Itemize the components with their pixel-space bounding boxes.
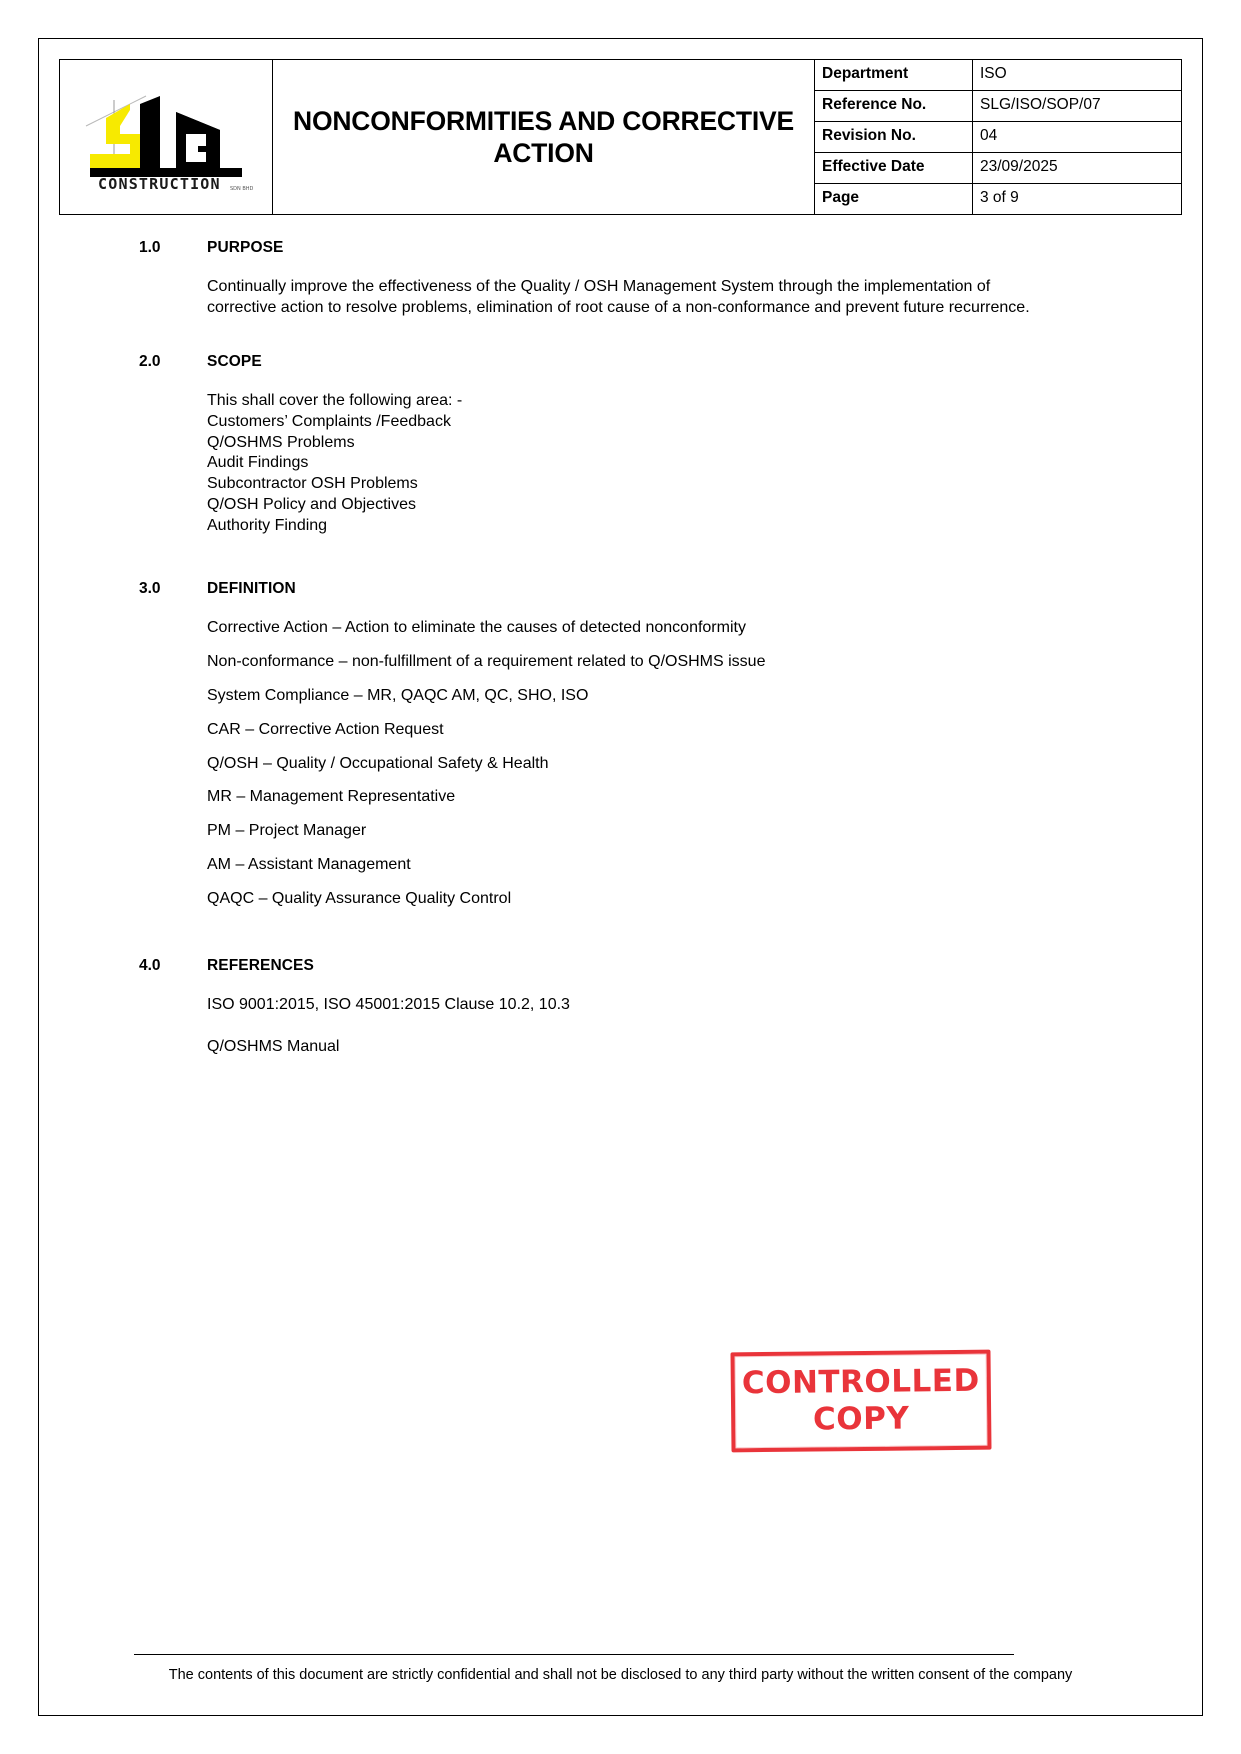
document-meta-table	[814, 59, 1182, 215]
section-heading-purpose	[59, 239, 1182, 257]
section-heading-scope	[59, 353, 1182, 371]
meta-value-department: ISO	[973, 60, 1182, 91]
controlled-copy-stamp	[730, 1350, 991, 1453]
reference-item: ISO 9001:2015, ISO 45001:2015 Clause 10.2, 10.3	[207, 995, 570, 1013]
logo-wordmark: CONSTRUCTION	[98, 175, 221, 192]
definition-item: CAR – Corrective Action Request	[207, 720, 444, 738]
company-logo-cell	[59, 59, 273, 215]
page-title: NONCONFORMITIES AND CORRECTIVE ACTION	[293, 105, 794, 168]
meta-label-page: Page	[815, 184, 973, 215]
meta-label-reference-no: Reference No.	[815, 91, 973, 122]
table-row	[815, 184, 1182, 215]
section-body-scope	[207, 391, 1182, 537]
definition-item: Non-conformance – non-fulfillment of a requirement related to Q/OSHMS issue	[207, 653, 766, 671]
section-number-references: 4.0	[139, 956, 161, 974]
definition-item: MR – Management Representative	[207, 788, 456, 806]
section-title-scope: SCOPE	[207, 352, 262, 370]
section-body-definition	[207, 618, 1182, 909]
meta-value-effective-date: 23/09/2025	[973, 153, 1182, 184]
section-heading-definition	[59, 580, 1182, 598]
spacer	[59, 923, 1182, 957]
section-title-purpose: PURPOSE	[207, 239, 284, 256]
list-item: Customers’ Complaints /Feedback	[207, 412, 451, 430]
definition-item: PM – Project Manager	[207, 822, 367, 840]
section-number-definition: 3.0	[139, 580, 161, 598]
definition-item: Corrective Action – Action to eliminate the causes of detected nonconformity	[207, 619, 746, 637]
document-page	[38, 38, 1203, 1716]
spacer	[59, 257, 1182, 277]
document-footer	[79, 1654, 1162, 1685]
table-row	[815, 91, 1182, 122]
definition-item: Q/OSH – Quality / Occupational Safety & Health	[207, 754, 549, 772]
meta-value-revision-no: 04	[973, 122, 1182, 153]
meta-value-reference-no: SLG/ISO/SOP/07	[973, 91, 1182, 122]
reference-item: Q/OSHMS Manual	[207, 1038, 340, 1056]
spacer	[59, 975, 1182, 995]
logo-graphic	[68, 82, 264, 192]
slg-construction-logo	[68, 82, 264, 192]
spacer	[59, 598, 1182, 618]
list-item: Q/OSHMS Problems	[207, 433, 355, 451]
section-number-scope: 2.0	[139, 352, 161, 370]
table-row	[815, 153, 1182, 184]
meta-label-revision-no: Revision No.	[815, 122, 973, 153]
table-row	[815, 60, 1182, 91]
section-title-references: REFERENCES	[207, 956, 314, 974]
footer-divider	[134, 1654, 1014, 1655]
section-title-definition: DEFINITION	[207, 580, 296, 598]
list-item: Authority Finding	[207, 516, 328, 534]
document-body	[59, 239, 1182, 1058]
purpose-paragraph: Continually improve the effectiveness of the Quality / OSH Management System through the implementation of corrective action to resolve problems, elimination of root cause of a non-conformance and prevent future recurrence.	[207, 278, 1030, 316]
logo-tagline: SDN BHD	[230, 186, 254, 192]
document-meta-cell	[814, 59, 1182, 215]
definition-item: AM – Assistant Management	[207, 856, 411, 874]
meta-value-page: 3 of 9	[973, 184, 1182, 215]
spacer	[59, 371, 1182, 391]
meta-label-effective-date: Effective Date	[815, 153, 973, 184]
scope-intro: This shall cover the following area: -	[207, 391, 463, 409]
section-number-purpose: 1.0	[139, 239, 161, 256]
document-title-cell	[273, 59, 814, 215]
list-item: Audit Findings	[207, 454, 309, 472]
list-item: Subcontractor OSH Problems	[207, 475, 418, 493]
document-header	[59, 59, 1182, 215]
meta-label-department: Department	[815, 60, 973, 91]
page-content-area	[59, 59, 1182, 1699]
table-row	[815, 122, 1182, 153]
section-body-purpose	[207, 277, 1182, 319]
footer-confidentiality-text: The contents of this document are strictly confidential and shall not be disclosed to any third party without the written consent of the company	[168, 1667, 1073, 1684]
section-heading-references	[59, 957, 1182, 975]
stamp-line-1: CONTROLLED	[741, 1362, 980, 1402]
spacer	[59, 319, 1182, 353]
definition-item: QAQC – Quality Assurance Quality Control	[207, 889, 512, 907]
list-item: Q/OSH Policy and Objectives	[207, 495, 416, 513]
section-body-references	[207, 995, 1182, 1059]
definition-item: System Compliance – MR, QAQC AM, QC, SHO, ISO	[207, 687, 589, 705]
stamp-line-2: COPY	[812, 1400, 910, 1438]
spacer	[59, 536, 1182, 580]
